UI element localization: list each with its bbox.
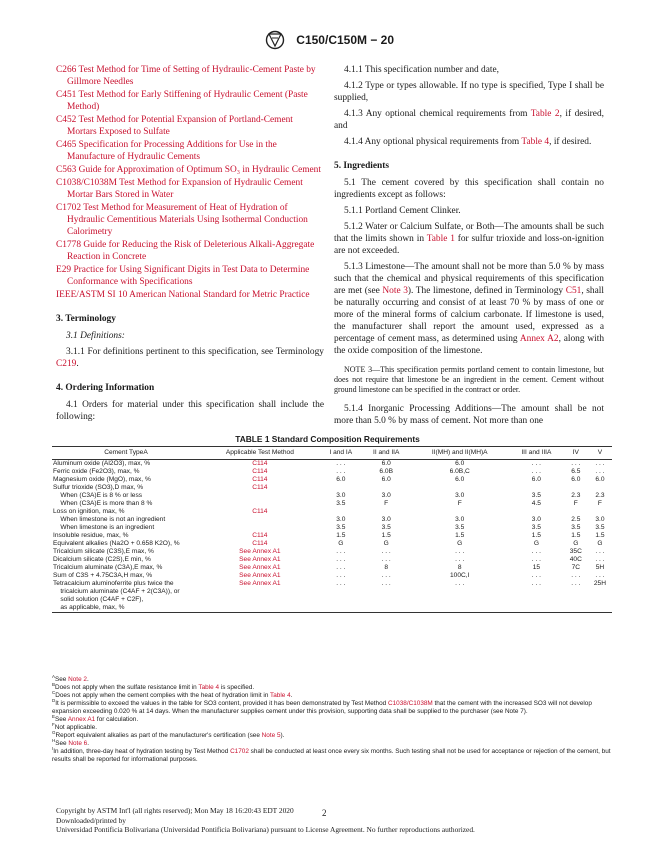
footnote-mark: E [52, 713, 55, 719]
value-cell: 8 [457, 564, 462, 571]
test-method-cell[interactable]: See Annex A1 [239, 572, 281, 579]
value-cell: 3.0 [336, 492, 346, 499]
table-row [52, 484, 612, 492]
row-label: Dicalcium silicate (C2S),E min, % [53, 556, 151, 563]
row-label: Sulfur trioxide (SO3),D max, % [53, 484, 144, 491]
footnote-text: Not applicable. [54, 724, 98, 731]
footnote-mark: C [52, 689, 56, 695]
reference-item[interactable] [56, 289, 324, 301]
table-header-cell: II and IIA [372, 449, 400, 456]
para-4-1-3: 4.1.3 Any optional chemical requirements from Table 2, if desired, and [334, 109, 604, 131]
value-cell: . . . [595, 460, 605, 467]
row-label: When limestone is not an ingredient [53, 516, 166, 523]
value-cell [362, 604, 411, 613]
value-cell: . . . [595, 556, 605, 563]
row-label: solid solution (C4AF + C2F), [53, 596, 144, 603]
table-header-cell: IV [572, 449, 579, 456]
value-cell [362, 596, 411, 604]
table-row [52, 468, 612, 476]
reference-title: Practice for Using Significant Digits in Test Data to Determine Conformance with Specifications [67, 265, 310, 287]
reference-code[interactable]: C563 [56, 165, 77, 175]
footnote-link[interactable]: C1038/C1038M [387, 700, 433, 707]
value-cell: . . . [571, 460, 581, 467]
value-cell [588, 484, 612, 492]
value-cell: . . . [531, 468, 541, 475]
value-cell: . . . [381, 580, 391, 587]
reference-title: Guide for Approximation of Optimum SO₃ in Hydraulic Cement [76, 165, 321, 175]
reference-item[interactable] [56, 164, 324, 176]
table-header-cell: III and IIIA [521, 449, 552, 456]
reference-code[interactable]: C465 [56, 140, 77, 150]
value-cell [509, 596, 564, 604]
reference-code[interactable]: C1038/C1038M [56, 178, 117, 188]
value-cell [509, 588, 564, 596]
value-cell [410, 604, 509, 613]
astm-logo-icon [261, 30, 289, 50]
value-cell: 6.0 [381, 460, 391, 467]
footnote [52, 673, 612, 684]
value-cell [564, 604, 588, 613]
value-cell: 3.5 [336, 500, 346, 507]
value-cell: 6.0 [336, 476, 346, 483]
value-cell: . . . [336, 556, 346, 563]
value-cell: . . . [531, 548, 541, 555]
footnote-link[interactable]: Table 4 [198, 684, 219, 691]
value-cell: 1.5 [595, 532, 605, 539]
row-label: Tetracalcium aluminoferrite plus twice the [53, 580, 174, 587]
test-method-cell[interactable]: C114 [252, 540, 268, 547]
value-cell [564, 508, 588, 516]
value-cell [509, 604, 564, 613]
footnote-text: See [54, 676, 69, 683]
value-cell: 25H [593, 580, 606, 587]
value-cell: 3.0 [531, 516, 541, 523]
link-table-2[interactable]: Table 2 [530, 109, 560, 119]
reference-item[interactable] [56, 177, 324, 201]
reference-item[interactable] [56, 264, 324, 288]
value-cell [564, 588, 588, 596]
test-method-cell [200, 596, 320, 604]
link-annex-a2[interactable]: Annex A2 [519, 334, 559, 344]
value-cell [410, 596, 509, 604]
test-method-cell[interactable]: C114 [252, 484, 268, 491]
para-3-1-1: 3.1.1 For definitions pertinent to this specification, see Terminology C219. [56, 347, 324, 369]
link-table-1[interactable]: Table 1 [426, 234, 455, 244]
value-cell: 6.0 [455, 460, 465, 467]
para-4-1: 4.1 Orders for material under this specification shall include the following: [56, 400, 324, 422]
row-label: Equivalent alkalies (Na2O + 0.658 K2O), % [53, 540, 180, 547]
value-cell: 1.5 [531, 532, 541, 539]
table-1 [52, 446, 612, 613]
value-cell: 5H [595, 564, 605, 571]
value-cell: 2.5 [571, 516, 581, 523]
value-cell: 3.5 [531, 492, 541, 499]
value-cell: 1.5 [381, 532, 391, 539]
para-4-1-1: 4.1.1 This specification number and date, [344, 65, 499, 75]
row-label: Aluminum oxide (Al2O3), max, % [53, 460, 151, 467]
table-row [52, 556, 612, 564]
table-header-cell: Applicable Test Method [225, 449, 294, 456]
reference-title: Specification for Processing Additions for Use in the Manufacture of Hydraulic Cements [67, 140, 277, 162]
row-label: Tricalcium aluminate (C3A),E max, % [53, 564, 163, 571]
footnote-text: See [55, 740, 69, 747]
test-method-cell [200, 500, 320, 508]
link-c219[interactable]: C219 [56, 359, 77, 369]
value-cell [588, 604, 612, 613]
link-c51[interactable]: C51 [565, 286, 582, 296]
table-row [52, 580, 612, 588]
table-row [52, 548, 612, 556]
footnote-text-end: ). [280, 732, 285, 739]
reference-title: Guide for Reducing the Risk of Deleterious Alkali-Aggregate Reaction in Concrete [67, 240, 315, 262]
table-row [52, 572, 612, 580]
footnote-text-end: for calculation. [95, 716, 139, 723]
para-5-1-3: 5.1.3 Limestone—The amount shall not be more than 5.0 % by mass such that the chemical and physical requirements of this specification are met (see Note 3). The limestone, defined in Terminology C51, shall be naturally occurring and consist of at least 70 % by mass of one or more of the mineral forms of calcium carbonate. If limestone is used, the manufacturer shall report the amount used, expressed as a percentage of cement mass, as determined using Annex A2, along with the oxide composition of the limestone. [334, 262, 605, 356]
value-cell: F [597, 500, 602, 507]
reference-title: Test Method for Measurement of Heat of Hydration of Hydraulic Cementitious Materials Using Isothermal Conduction Calorimetry [67, 203, 308, 237]
section-4-heading: 4. Ordering Information [56, 383, 155, 393]
value-cell: . . . [531, 556, 541, 563]
value-cell: 3.0 [595, 516, 605, 523]
table-header-cell: II(MH) and II(MH)A [431, 449, 488, 456]
footnote [52, 721, 612, 732]
value-cell: . . . [531, 572, 541, 579]
footnote-mark: I [52, 745, 54, 751]
table-row [52, 492, 612, 500]
section-5-heading: 5. Ingredients [334, 161, 390, 171]
value-cell: G [457, 540, 463, 547]
value-cell [320, 596, 362, 604]
row-label: Magnesium oxide (MgO), max, % [53, 476, 151, 483]
value-cell: 2.3 [595, 492, 605, 499]
value-cell: . . . [455, 580, 465, 587]
test-method-cell[interactable]: C114 [252, 532, 268, 539]
value-cell [320, 484, 362, 492]
value-cell [362, 508, 411, 516]
test-method-cell[interactable]: C114 [252, 460, 268, 467]
value-cell: F [573, 500, 578, 507]
reference-code[interactable]: C452 [56, 115, 77, 125]
reference-code[interactable]: C266 [56, 65, 77, 75]
right-column [334, 64, 604, 431]
reference-title: American National Standard for Metric Practice [127, 290, 310, 300]
footnote-text: Report equivalent alkalies as part of the manufacturer's certification (see [55, 732, 262, 739]
value-cell: F [457, 500, 462, 507]
value-cell: G [597, 540, 603, 547]
value-cell [362, 588, 411, 596]
table-row [52, 508, 612, 516]
value-cell [410, 484, 509, 492]
table-header-cell: V [597, 449, 603, 456]
link-note-3[interactable]: Note 3 [382, 286, 408, 296]
value-cell [509, 484, 564, 492]
value-cell: . . . [336, 572, 346, 579]
value-cell [320, 604, 362, 613]
reference-title: Test Method for Time of Setting of Hydraulic-Cement Paste by Gillmore Needles [67, 65, 316, 87]
value-cell: 6.0 [531, 476, 541, 483]
table-row [52, 516, 612, 524]
reference-code[interactable]: C451 [56, 90, 77, 100]
value-cell: 15 [532, 564, 541, 571]
value-cell: 1.5 [336, 532, 346, 539]
footnote-link[interactable]: Note 6 [68, 740, 88, 747]
value-cell: 4.5 [531, 500, 541, 507]
value-cell: 6.0 [595, 476, 605, 483]
reference-title: Test Method for Potential Expansion of Portland-Cement Mortars Exposed to Sulfate [67, 115, 293, 137]
value-cell: 3.0 [336, 516, 346, 523]
reference-title: Test Method for Expansion of Hydraulic Cement Mortar Bars Stored in Water [67, 178, 303, 200]
value-cell: . . . [595, 468, 605, 475]
value-cell: . . . [336, 564, 346, 571]
value-cell [320, 508, 362, 516]
value-cell: 3.0 [381, 516, 391, 523]
value-cell: 6.0 [571, 476, 581, 483]
table-row [52, 460, 612, 469]
value-cell [588, 596, 612, 604]
reference-code[interactable]: IEEE/ASTM SI 10 [56, 290, 128, 300]
value-cell: . . . [336, 468, 346, 475]
table-1-title: TABLE 1 Standard Composition Requirements [235, 434, 420, 444]
value-cell: 3.5 [595, 524, 605, 531]
row-label: as applicable, max, % [53, 604, 125, 611]
reference-item[interactable] [56, 239, 324, 263]
value-cell: 6.0B,C [449, 468, 470, 475]
row-label: Tricalcium silicate (C3S),E max, % [53, 548, 154, 555]
footnote [52, 737, 612, 748]
reference-code[interactable]: C1702 [56, 203, 82, 213]
value-cell: . . . [595, 548, 605, 555]
row-label: tricalcium aluminate (C4AF + 2(C3A)), or [53, 588, 180, 595]
footnote-link[interactable]: Note 2 [68, 676, 87, 683]
para-5-1-4: 5.1.4 Inorganic Processing Additions—The amount shall be not more than 5.0 % by mass of cement. Not more than one [334, 404, 604, 426]
value-cell: 1.5 [571, 532, 581, 539]
footnote-text-end: . [290, 692, 293, 699]
value-cell: 35C [569, 548, 582, 555]
test-method-cell[interactable]: C114 [252, 476, 268, 483]
license-line: Universidad Pontificia Bolivariana (Universidad Pontificia Bolivariana) pursuant to License Agreement. No further reproductions authorized. [56, 825, 475, 834]
value-cell: 6.5 [571, 468, 581, 475]
value-cell: 6.0 [381, 476, 391, 483]
table-row [52, 476, 612, 484]
value-cell: . . . [571, 572, 581, 579]
reference-code[interactable]: E29 [56, 265, 72, 275]
table-row [52, 596, 612, 604]
test-method-cell [200, 588, 320, 596]
value-cell: 3.5 [455, 524, 465, 531]
para-4-1-4: 4.1.4 Any optional physical requirements from Table 4, if desired. [344, 137, 592, 147]
row-label: When (C3A)E is more than 8 % [53, 500, 153, 507]
value-cell: 40C [569, 556, 582, 563]
table-row [52, 564, 612, 572]
value-cell [362, 484, 411, 492]
footnote-text-end: . [86, 676, 89, 683]
footnote [52, 681, 612, 692]
value-cell: . . . [336, 548, 346, 555]
row-label: When (C3A)E is 8 % or less [53, 492, 143, 499]
left-column [56, 64, 324, 427]
section-3-heading: 3. Terminology [56, 314, 116, 324]
footnote-mark: H [52, 737, 56, 743]
footnote-link[interactable]: Annex A1 [67, 716, 96, 723]
para-5-1-2: 5.1.2 Water or Calcium Sulfate, or Both—The amounts shall be such that the limits shown in Table 1 for sulfur trioxide and loss-on-ignition are not exceeded. [334, 222, 604, 256]
footnote-text-end: shall be conducted at least once every six months. Such testing shall not be used for acceptance or rejection of the cement, but results shall be reported for informational purposes. [52, 748, 611, 763]
test-method-cell[interactable]: C114 [252, 468, 268, 475]
test-method-cell [200, 516, 320, 524]
value-cell: 3.5 [381, 524, 391, 531]
footnote-text: Does not apply when the sulfate resistance limit in [54, 684, 199, 691]
page-header [0, 30, 655, 50]
value-cell: F [384, 500, 389, 507]
footnote-text-end: that the cement with the increased SO3 will not develop expansion exceeding 0.020 % at 14 days. When the manufacturer supplies cement under this provision, supporting data shall be supplied to the purchaser (see Note 7). [52, 700, 592, 715]
copyright-line: Copyright by ASTM Int'l (all rights reserved); Mon May 18 16:20:43 EDT 2020 [56, 806, 294, 815]
value-cell [320, 588, 362, 596]
footnote [52, 689, 612, 700]
value-cell [509, 508, 564, 516]
value-cell: . . . [381, 572, 391, 579]
footnote [52, 713, 612, 724]
row-label: Ferric oxide (Fe2O3), max, % [53, 468, 140, 475]
row-label: Insoluble residue, max, % [53, 532, 129, 539]
value-cell: G [533, 540, 539, 547]
value-cell: 3.0 [455, 516, 465, 523]
test-method-cell[interactable]: See Annex A1 [239, 564, 281, 571]
value-cell: . . . [336, 460, 346, 467]
table-row [52, 540, 612, 548]
table-header-cell: Cement TypeA [104, 449, 148, 456]
reference-item[interactable] [56, 139, 324, 163]
row-label: Sum of C3S + 4.75C3A,H max, % [53, 572, 153, 579]
footnote-mark: A [52, 673, 55, 679]
test-method-cell [200, 604, 320, 613]
reference-item[interactable] [56, 114, 324, 138]
row-label: When limestone is an ingredient [53, 524, 155, 531]
value-cell: G [573, 540, 579, 547]
table-body [52, 460, 612, 613]
test-method-cell[interactable]: See Annex A1 [239, 580, 281, 587]
footnote-text: Does not apply when the cement complies with the heat of hydration limit in [55, 692, 271, 699]
footnote-mark: G [52, 729, 56, 735]
reference-item[interactable] [56, 202, 324, 238]
table-row [52, 532, 612, 540]
note-3: NOTE 3—This specification permits portland cement to contain limestone, but does not require that limestone be an ingredient in the cement. Cement without ground limestone can be specified in the contract or order. [334, 365, 604, 394]
value-cell: 6.0 [455, 476, 465, 483]
value-cell: 3.0 [381, 492, 391, 499]
value-cell: . . . [455, 548, 465, 555]
footnote-text-end: is specified. [219, 684, 255, 691]
value-cell: G [338, 540, 344, 547]
value-cell: 3.0 [455, 492, 465, 499]
footnote-link[interactable]: Note 5 [261, 732, 281, 739]
value-cell: 2.3 [571, 492, 581, 499]
footnote-mark: D [52, 697, 56, 703]
page-number: 2 [322, 808, 327, 818]
test-method-cell[interactable]: C114 [252, 508, 268, 515]
value-cell: . . . [531, 580, 541, 587]
para-5-1: 5.1 The cement covered by this specification shall contain no ingredients except as follows: [334, 178, 604, 200]
document-designation: C150/C150M − 20 [296, 33, 395, 47]
table-row [52, 524, 612, 532]
table-header-row [52, 447, 612, 460]
footnote [52, 729, 612, 740]
table-footnotes [52, 673, 612, 764]
value-cell: . . . [531, 460, 541, 467]
value-cell [564, 596, 588, 604]
table-header-cell: I and IA [329, 449, 353, 456]
value-cell: 6.0B [379, 468, 393, 475]
value-cell [564, 484, 588, 492]
footnote-mark: B [52, 681, 55, 687]
footnote [52, 745, 612, 764]
value-cell [588, 588, 612, 596]
value-cell: 7C [571, 564, 581, 571]
value-cell: 3.5 [571, 524, 581, 531]
value-cell: . . . [336, 580, 346, 587]
value-cell: 3.5 [531, 524, 541, 531]
footnote-text: It is permissible to exceed the values in the table for SO3 content, provided it has been demonstrated by Test Method [55, 700, 388, 707]
value-cell: . . . [595, 572, 605, 579]
footnote-text-end: . [87, 740, 90, 747]
table-row [52, 604, 612, 613]
value-cell [588, 508, 612, 516]
reference-title: Test Method for Early Stiffening of Hydraulic Cement (Paste Method) [67, 90, 308, 112]
value-cell: . . . [381, 548, 391, 555]
value-cell: G [383, 540, 389, 547]
row-label: Loss on ignition, max, % [53, 508, 125, 515]
value-cell: 8 [384, 564, 389, 571]
reference-item[interactable] [56, 64, 324, 88]
download-line: Downloaded/printed by [56, 815, 126, 825]
table-row [52, 500, 612, 508]
footnote [52, 697, 612, 716]
reference-item[interactable] [56, 89, 324, 113]
value-cell [410, 508, 509, 516]
test-method-cell [200, 492, 320, 500]
footnote-text: In addition, three-day heat of hydration testing by Test Method [53, 748, 231, 755]
footnote-link[interactable]: Table 4 [270, 692, 291, 699]
value-cell: 100C,I [450, 572, 470, 579]
value-cell: . . . [571, 580, 581, 587]
footnote-link[interactable]: C1702 [230, 748, 249, 755]
referenced-documents-list [56, 64, 324, 301]
link-table-4[interactable]: Table 4 [521, 137, 550, 147]
value-cell [410, 588, 509, 596]
test-method-cell[interactable]: See Annex A1 [239, 548, 281, 555]
value-cell: . . . [381, 556, 391, 563]
page-footer [56, 806, 616, 835]
value-cell: 3.5 [336, 524, 346, 531]
reference-code[interactable]: C1778 [56, 240, 82, 250]
value-cell: . . . [455, 556, 465, 563]
value-cell: 1.5 [455, 532, 465, 539]
table-row [52, 588, 612, 596]
para-3-1: 3.1 Definitions: [66, 331, 125, 341]
test-method-cell [200, 524, 320, 532]
test-method-cell[interactable]: See Annex A1 [239, 556, 281, 563]
footnote-mark: F [52, 721, 55, 727]
para-4-1-2: 4.1.2 Type or types allowable. If no type is specified, Type I shall be supplied, [334, 81, 604, 103]
para-5-1-1: 5.1.1 Portland Cement Clinker. [344, 206, 461, 216]
footnote-text: See [54, 716, 68, 723]
